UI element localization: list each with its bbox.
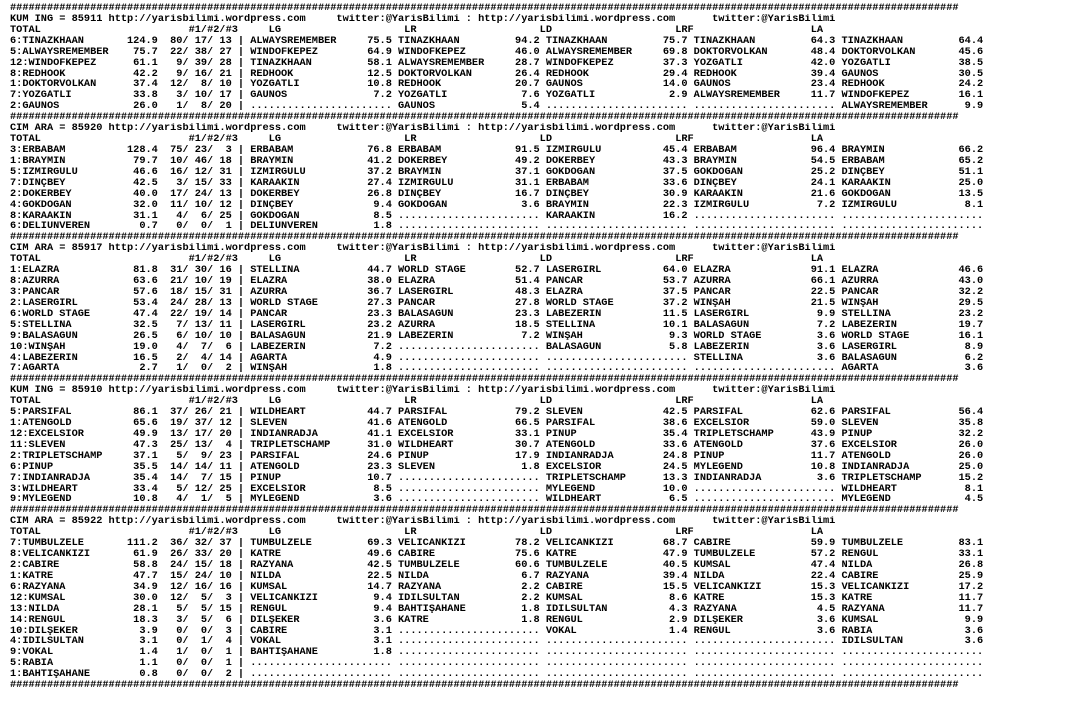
table-row: 4:LABEZERIN 16.5 2/ 4/ 14 | AGARTA 4.9 ....................... ....................... STELLINA 3.6 BALASAGUN 6.2 [10, 352, 984, 364]
separator-line: ########################################################################################################################################################## [10, 112, 959, 124]
separator-line: ########################################################################################################################################################## [10, 3, 959, 14]
table-row: 7:TUMBULZELE 111.2 36/ 32/ 37 | TUMBULZELE 69.3 VELİCANKIZI 78.2 VELİCANKIZI 68.7 CABİRE 59.9 TUMBULZELE 83.1 [10, 538, 984, 550]
separator-line: ########################################################################################################################################################## [10, 505, 959, 517]
column-headers: TOTAL #1/#2/#3 LG LR LD LRF LA [10, 396, 824, 408]
table-row: 5:STELLINA 32.5 7/ 13/ 11 | LASERGIRL 23.2 AZURRA 18.5 STELLINA 10.1 BALASAGUN 7.2 LABEZERIN 19.7 [10, 319, 984, 331]
table-row: 1:ELAZRA 81.8 31/ 30/ 16 | STELLINA 44.7 WORLD STAGE 52.7 LASERGIRL 64.0 ELAZRA 91.1 ELAZRA 46.6 [10, 265, 984, 277]
table-row: 1:BAHTİŞAHANE 0.8 0/ 0/ 2 | ....................... ....................... ....................... ....................... ....................... [10, 669, 984, 681]
table-row: 3:WILDHEART 33.4 5/ 12/ 25 | EXCELSIOR 8.5 ....................... MYLEGEND 10.0 ....................... WILDHEART 8.1 [10, 483, 984, 495]
table-row: 5:ALWAYSREMEMBER 75.7 22/ 38/ 27 | WINDOFKEPEZ 64.9 WINDOFKEPEZ 46.0 ALWAYSREMEMBER 69.8 DOKTORVOLKAN 48.4 DOKTORVOLKAN 45.6 [10, 46, 984, 58]
table-row: 10:DİLŞEKER 3.9 0/ 0/ 3 | CABİRE 3.1 ....................... VOKAL 1.4 RENGÜL 3.6 RABİA 3.6 [10, 625, 984, 637]
column-headers: TOTAL #1/#2/#3 LG LR LD LRF LA [10, 527, 824, 539]
column-headers: TOTAL #1/#2/#3 LG LR LD LRF LA [10, 254, 824, 266]
column-headers: TOTAL #1/#2/#3 LG LR LD LRF LA [10, 24, 824, 36]
table-row: 5:İZMIRGÜLÜ 46.6 16/ 12/ 31 | İZMIRGÜLÜ 37.2 BRAYMIN 37.1 GÖKDOĞAN 37.5 GÖKDOĞAN 25.2 DİNÇBEY 51.1 [10, 166, 984, 178]
table-row: 1:KATRE 47.7 15/ 24/ 10 | NILDA 22.5 NILDA 6.7 RAZYANA 39.4 NILDA 22.4 CABİRE 25.9 [10, 570, 984, 582]
column-headers: TOTAL #1/#2/#3 LG LR LD LRF LA [10, 134, 824, 145]
table-row: 6:PINUP 35.5 14/ 14/ 11 | ATENGOLD 23.3 SLEVEN 1.8 EXCELSIOR 24.5 MYLEGEND 10.8 INDIANRADJA 25.0 [10, 461, 984, 473]
table-row: 2:DÖKERBEY 40.0 17/ 24/ 13 | DÖKERBEY 26.8 DİNÇBEY 16.7 DİNÇBEY 30.9 KARAAKIN 21.6 GÖKDOĞAN 13.5 [10, 188, 984, 200]
table-row: 6:TINAZKHAAN 124.9 80/ 17/ 13 | ALWAYSREMEMBER 75.5 TINAZKHAAN 94.2 TINAZKHAAN 75.7 TINAZKHAAN 64.3 TINAZKHAAN 64.4 [10, 35, 984, 47]
table-row: 8:AZURRA 63.6 21/ 10/ 19 | ELAZRA 38.0 ELAZRA 51.4 PANCAR 53.7 AZURRA 66.1 AZURRA 43.0 [10, 276, 984, 287]
table-row: 5:PARSIFAL 86.1 37/ 26/ 21 | WILDHEART 44.7 PARSIFAL 79.2 SLEVEN 42.5 PARSIFAL 62.6 PARSIFAL 56.4 [10, 407, 984, 419]
race-header: CIM ARA = 85922 http://yarisbilimi.wordpress.com twitter:@YarisBilimi : http://yarisbilimi.wordpress.com twitter:@YarisBilimi [10, 516, 836, 528]
table-row: 9:VOKAL 1.4 1/ 0/ 1 | BAHTİŞAHANE 1.8 ....................... ....................... ....................... ....................... [10, 647, 984, 659]
table-row: 8:KARAAKIN 31.1 4/ 6/ 25 | GÖKDOĞAN 8.5 ....................... KARAAKIN 16.2 ....................... ....................... [10, 210, 984, 222]
separator-line: ########################################################################################################################################################## [10, 680, 959, 692]
table-row: 10:WİNŞAH 19.0 4/ 7/ 6 | LABEZERIN 7.2 ....................... BALASAGUN 5.8 LABEZERIN 3.6 LASERGIRL 8.9 [10, 341, 984, 353]
race-header: CIM ARA = 85917 http://yarisbilimi.wordpress.com twitter:@YarisBilimi : http://yarisbilimi.wordpress.com twitter:@YarisBilimi [10, 243, 836, 255]
table-row: 4:İDİLSULTAN 3.1 0/ 1/ 4 | VOKAL 3.1 ....................... ....................... ....................... İDİLSULTAN 3.6 [10, 636, 984, 648]
table-row: 2:TRIPLETSCHAMP 37.1 5/ 9/ 23 | PARSIFAL 24.6 PINUP 17.9 INDIANRADJA 24.8 PINUP 11.7 ATENGOLD 26.0 [10, 450, 984, 462]
table-row: 14:RENGÜL 18.3 3/ 5/ 6 | DİLŞEKER 3.6 KATRE 1.8 RENGÜL 2.9 DİLŞEKER 3.6 KUMSAL 9.9 [10, 614, 984, 626]
race-header: KUM ING = 85911 http://yarisbilimi.wordpress.com twitter:@YarisBilimi : http://yarisbilimi.wordpress.com twitter:@YarisBilimi [10, 13, 836, 25]
table-row: 7:AGARTA 2.7 1/ 0/ 2 | WİNŞAH 1.8 ....................... ....................... ....................... AGARTA 3.6 [10, 363, 984, 375]
race-header: KUM ING = 85910 http://yarisbilimi.wordpress.com twitter:@YarisBilimi : http://yarisbilimi.wordpress.com twitter:@YarisBilimi [10, 385, 836, 397]
table-row: 5:RABİA 1.1 0/ 0/ 1 | ....................... ....................... ....................... ....................... ....................... [10, 658, 984, 670]
table-row: 6:WORLD STAGE 47.4 22/ 19/ 14 | PANCAR 23.3 BALASAGUN 23.3 LABEZERIN 11.5 LASERGIRL 9.9 STELLINA 23.2 [10, 308, 984, 320]
table-row: 9:MYLEGEND 10.8 4/ 1/ 5 | MYLEGEND 3.6 ....................... WILDHEART 6.5 ....................... MYLEGEND 4.5 [10, 494, 984, 506]
table-row: 7:YOZGATLI 33.8 3/ 10/ 17 | GAUNOS 7.2 YOZGATLI 7.6 YOZGATLI 2.9 ALWAYSREMEMBER 11.7 WINDOFKEPEZ 16.1 [10, 90, 984, 102]
table-row: 6:RAZYANA 34.9 12/ 16/ 16 | KUMSAL 14.7 RAZYANA 2.2 CABİRE 15.5 VELİCANKIZI 15.3 VELİCANKIZI 17.2 [10, 581, 984, 593]
table-row: 3:PANCAR 57.6 18/ 15/ 31 | AZURRA 36.7 LASERGIRL 48.3 ELAZRA 37.5 PANCAR 22.5 PANCAR 32.2 [10, 286, 984, 298]
table-row: 7:DİNÇBEY 42.5 3/ 15/ 33 | KARAAKIN 27.4 İZMIRGÜLÜ 31.1 ERBABAM 33.6 DİNÇBEY 24.1 KARAAKIN 25.0 [10, 177, 984, 189]
table-row: 11:SLEVEN 47.3 25/ 13/ 4 | TRIPLETSCHAMP 31.0 WILDHEART 30.7 ATENGOLD 33.6 ATENGOLD 37.6 EXCELSIOR 26.0 [10, 439, 984, 451]
table-row: 2:LASERGIRL 53.4 24/ 28/ 13 | WORLD STAGE 27.3 PANCAR 27.8 WORLD STAGE 37.2 WİNŞAH 21.5 WİNŞAH 29.5 [10, 297, 984, 309]
table-row: 2:GAUNOS 26.0 1/ 8/ 20 | ....................... GAUNOS 5.4 ....................... ....................... ALWAYSREMEMBER 9.9 [10, 101, 984, 113]
table-row: 1:DOKTORVOLKAN 37.4 12/ 8/ 10 | YOZGATLI 10.8 REDHOOK 20.7 GAUNOS 14.0 GAUNOS 23.4 REDHOOK 24.2 [10, 79, 984, 91]
table-row: 7:INDIANRADJA 35.4 14/ 7/ 15 | PINUP 10.7 ....................... TRIPLETSCHAMP 13.3 INDIANRADJA 3.6 TRIPLETSCHAMP 15.2 [10, 472, 984, 484]
race-header: CIM ARA = 85920 http://yarisbilimi.wordpress.com twitter:@YarisBilimi : http://yarisbilimi.wordpress.com twitter:@YarisBilimi [10, 123, 836, 135]
table-row: 2:CABİRE 58.8 24/ 15/ 18 | RAZYANA 42.5 TUMBULZELE 60.6 TUMBULZELE 40.5 KUMSAL 47.4 NILDA 26.8 [10, 560, 984, 571]
table-row: 1:ATENGOLD 65.6 19/ 37/ 12 | SLEVEN 41.6 ATENGOLD 66.5 PARSIFAL 38.6 EXCELSIOR 59.0 SLEVEN 35.8 [10, 418, 984, 429]
table-row: 13:NILDA 28.1 5/ 5/ 15 | RENGÜL 9.4 BAHTİŞAHANE 1.8 İDİLSULTAN 4.3 RAZYANA 4.5 RAZYANA 11.7 [10, 603, 984, 615]
table-row: 12:KUMSAL 30.0 12/ 5/ 3 | VELİCANKIZI 9.4 İDİLSULTAN 2.2 KUMSAL 8.6 KATRE 15.3 KATRE 11.7 [10, 592, 984, 604]
separator-line: ########################################################################################################################################################## [10, 374, 959, 386]
table-row: 8:REDHOOK 42.2 9/ 16/ 21 | REDHOOK 12.5 DOKTORVOLKAN 26.4 REDHOOK 29.4 REDHOOK 39.4 GAUNOS 30.5 [10, 68, 984, 80]
table-row: 12:WINDOFKEPEZ 61.1 9/ 39/ 28 | TINAZKHAAN 58.1 ALWAYSREMEMBER 28.7 WINDOFKEPEZ 37.3 YOZGATLI 42.0 YOZGATLI 38.5 [10, 57, 984, 69]
table-row: 12:EXCELSIOR 49.9 13/ 17/ 20 | INDIANRADJA 41.1 EXCELSIOR 33.1 PINUP 35.4 TRIPLETSCHAMP 43.9 PINUP 32.2 [10, 428, 984, 440]
table-row: 9:BALASAGUN 26.5 6/ 10/ 10 | BALASAGUN 21.9 LABEZERIN 7.2 WİNŞAH 9.3 WORLD STAGE 3.6 WORLD STAGE 16.1 [10, 330, 984, 342]
table-row: 6:DELIÜNVEREN 0.7 0/ 0/ 1 | DELIÜNVEREN 1.8 ....................... ....................... ....................... ....................... [10, 221, 984, 233]
table-row: 1:BRAYMIN 79.7 10/ 46/ 18 | BRAYMIN 41.2 DÖKERBEY 49.2 DÖKERBEY 43.3 BRAYMIN 54.5 ERBABAM 65.2 [10, 155, 984, 167]
table-row: 3:ERBABAM 128.4 75/ 23/ 3 | ERBABAM 76.8 ERBABAM 91.5 İZMIRGÜLÜ 45.4 ERBABAM 96.4 BRAYMIN 66.2 [10, 144, 984, 156]
separator-line: ########################################################################################################################################################## [10, 232, 959, 244]
table-row: 4:GÖKDOĞAN 32.0 11/ 10/ 12 | DİNÇBEY 9.4 GÖKDOĞAN 3.6 BRAYMIN 22.3 İZMIRGÜLÜ 7.2 İZMIRGÜLÜ 8.1 [10, 199, 984, 211]
table-row: 8:VELİCANKIZI 61.9 26/ 33/ 20 | KATRE 49.6 CABİRE 75.6 KATRE 47.9 TUMBULZELE 57.2 RENGÜL 33.1 [10, 549, 984, 561]
